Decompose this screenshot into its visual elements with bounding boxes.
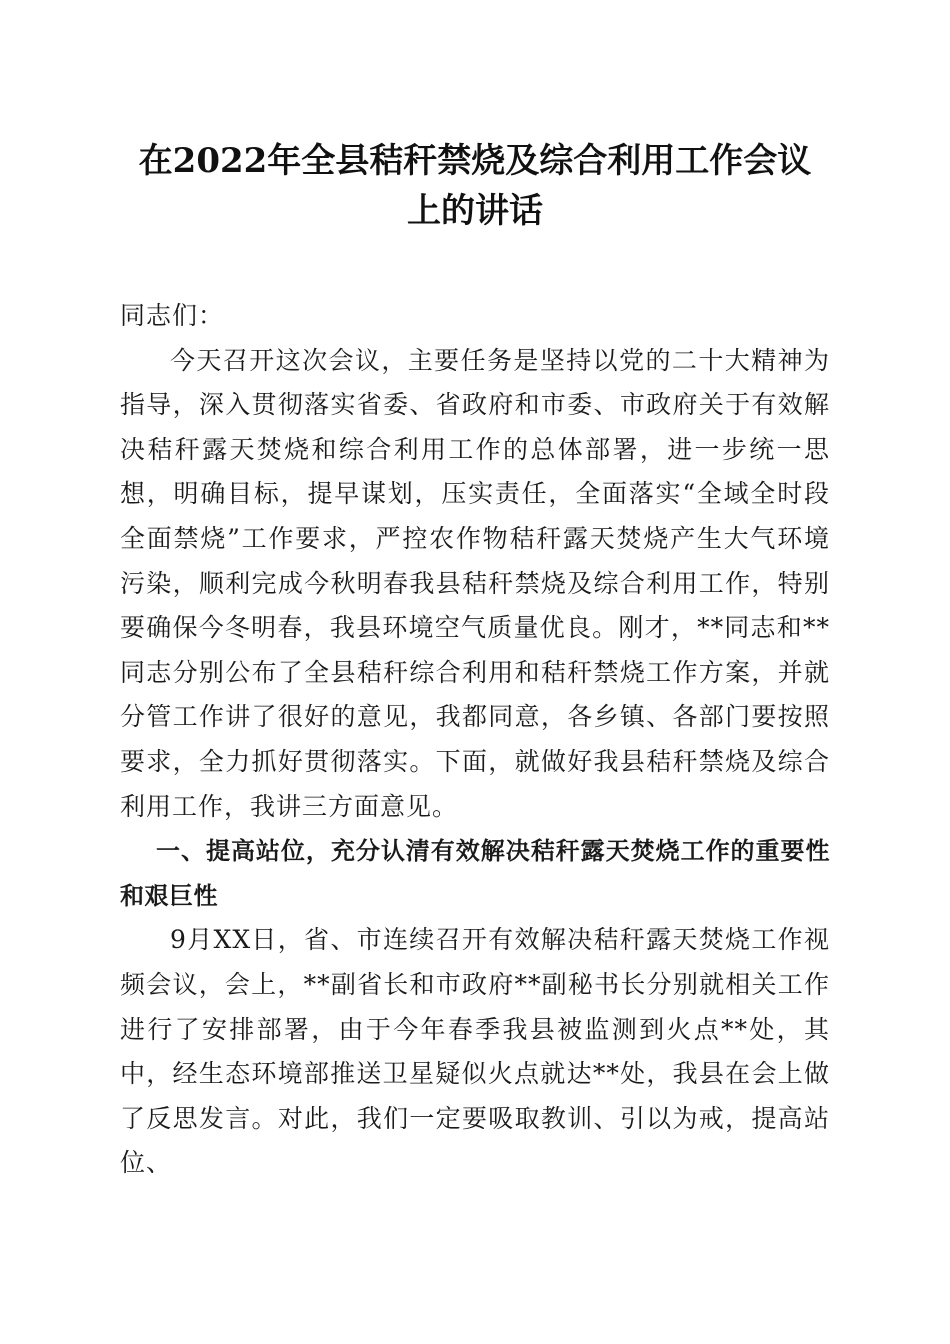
section-heading-1: 一、提高站位，充分认清有效解决秸秆露天焚烧工作的重要性和艰巨性: [120, 837, 830, 910]
paragraph-section-1: 9月XX日，省、市连续召开有效解决秸秆露天焚烧工作视频会议，会上，**副省长和市政府**副秘书长分别就相关工作进行了安排部署，由于今年春季我县被监测到火点**处，其中，经生态环境部推送卫星疑似火点就达**处，我县在会上做了反思发言。对此，我们一定要吸取教训、引以为戒，提高站位、: [120, 925, 830, 1178]
document-body: [120, 294, 830, 1186]
title-line-2: 上的讲话: [407, 191, 543, 231]
title-line-1: 在2022年全县秸秆禁烧及综合利用工作会议: [138, 141, 812, 181]
document-title: [120, 136, 830, 236]
document-page: [120, 136, 830, 1186]
salutation: 同志们：: [120, 301, 225, 330]
paragraph-intro: 今天召开这次会议，主要任务是坚持以党的二十大精神为指导，深入贯彻落实省委、省政府和市委、市政府关于有效解决秸秆露天焚烧和综合利用工作的总体部署，进一步统一思想，明确目标，提早谋划，压实责任，全面落实“全域全时段全面禁烧”工作要求，严控农作物秸秆露天焚烧产生大气环境污染，顺利完成今秋明春我县秸秆禁烧及综合利用工作，特别要确保今冬明春，我县环境空气质量优良。刚才，**同志和**同志分别公布了全县秸秆综合利用和秸秆禁烧工作方案，并就分管工作讲了很好的意见，我都同意，各乡镇、各部门要按照要求，全力抓好贯彻落实。下面，就做好我县秸秆禁烧及综合利用工作，我讲三方面意见。: [120, 345, 830, 821]
